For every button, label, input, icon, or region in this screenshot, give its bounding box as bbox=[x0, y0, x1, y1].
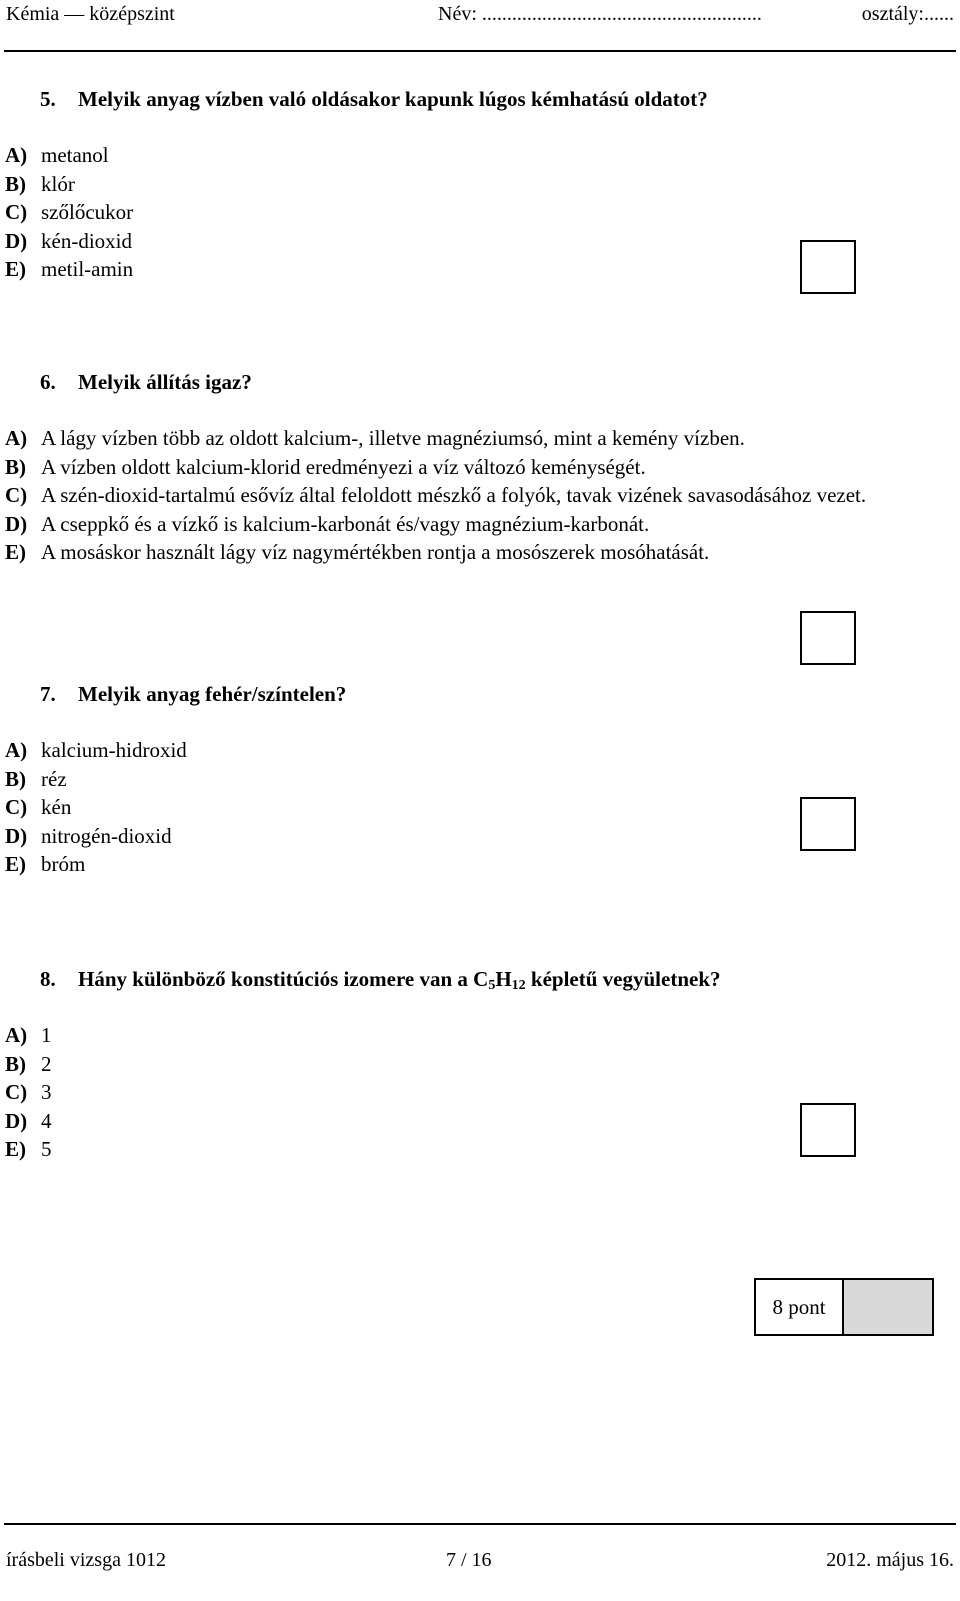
formula-subscript: 5 bbox=[488, 978, 496, 993]
option-letter: B) bbox=[5, 766, 26, 791]
question-number: 5. bbox=[40, 87, 56, 111]
option-letter: C) bbox=[5, 483, 28, 507]
question-5-title bbox=[40, 85, 708, 114]
option-text: 5 bbox=[41, 1137, 52, 1161]
option-e bbox=[5, 850, 938, 879]
option-letter: E) bbox=[5, 540, 26, 564]
option-letter: B) bbox=[5, 454, 26, 479]
question-number: 6. bbox=[40, 370, 56, 394]
question-text: Melyik anyag vízben való oldásakor kapunk lúgos kémhatású oldatot? bbox=[78, 87, 708, 111]
option-e bbox=[5, 1135, 938, 1164]
question-text bbox=[78, 967, 721, 991]
option-letter: C) bbox=[5, 1080, 28, 1104]
name-field: Név: ........................................................ bbox=[438, 3, 762, 25]
option-text: kén bbox=[41, 795, 72, 819]
option-text: 3 bbox=[41, 1080, 52, 1104]
option-c bbox=[5, 793, 938, 822]
option-text: A lágy vízben több az oldott kalcium-, illetve magnéziumsó, mint a kemény vízben. bbox=[41, 426, 745, 450]
question-text-part: képletű vegyületnek? bbox=[525, 967, 721, 991]
option-c bbox=[5, 481, 938, 510]
option-letter: A) bbox=[5, 1023, 28, 1047]
question-7-options bbox=[5, 736, 938, 879]
option-a bbox=[5, 736, 938, 765]
option-a bbox=[5, 141, 938, 170]
option-c bbox=[5, 198, 938, 227]
option-letter: E) bbox=[5, 257, 26, 281]
option-text: kalcium-hidroxid bbox=[41, 738, 187, 762]
option-letter: C) bbox=[5, 200, 28, 224]
option-text: kén-dioxid bbox=[41, 228, 132, 253]
option-c bbox=[5, 1078, 938, 1107]
option-text: metanol bbox=[41, 143, 109, 167]
exam-date: 2012. május 16. bbox=[826, 1549, 954, 1571]
answer-box-7[interactable] bbox=[800, 797, 856, 851]
option-letter: A) bbox=[5, 426, 28, 450]
option-text: A vízben oldott kalcium-klorid eredményezi a víz változó keménységét. bbox=[41, 454, 646, 479]
option-text: metil-amin bbox=[41, 257, 134, 281]
header-rule bbox=[4, 50, 956, 52]
option-text: A szén-dioxid-tartalmú esővíz által feloldott mészkő a folyók, tavak vizének savasodásához vezet. bbox=[41, 483, 867, 507]
footer-rule bbox=[4, 1523, 956, 1525]
option-text: klór bbox=[41, 171, 75, 196]
score-box bbox=[754, 1278, 934, 1336]
option-letter: D) bbox=[5, 511, 28, 536]
question-8-title bbox=[40, 965, 721, 994]
subject-title: Kémia — középszint bbox=[6, 3, 175, 25]
question-text: Melyik anyag fehér/színtelen? bbox=[78, 682, 347, 706]
option-text: A cseppkő és a vízkő is kalcium-karbonát és/vagy magnézium-karbonát. bbox=[41, 511, 650, 536]
option-d bbox=[5, 510, 938, 539]
option-letter: E) bbox=[5, 852, 26, 876]
page-number: 7 / 16 bbox=[446, 1549, 492, 1571]
option-text: A mosáskor használt lágy víz nagymértékben rontja a mosószerek mosóhatását. bbox=[41, 540, 710, 564]
option-e bbox=[5, 255, 938, 284]
option-text: 1 bbox=[41, 1023, 52, 1047]
option-d bbox=[5, 822, 938, 851]
option-letter: B) bbox=[5, 1051, 26, 1076]
option-letter: D) bbox=[5, 823, 28, 848]
answer-box-5[interactable] bbox=[800, 240, 856, 294]
exam-id: írásbeli vizsga 1012 bbox=[6, 1549, 166, 1571]
option-letter: A) bbox=[5, 738, 28, 762]
option-letter: E) bbox=[5, 1137, 26, 1161]
option-d bbox=[5, 1107, 938, 1136]
score-label: 8 pont bbox=[756, 1280, 844, 1334]
option-text: nitrogén-dioxid bbox=[41, 823, 172, 848]
question-5-options bbox=[5, 141, 938, 284]
question-number: 8. bbox=[40, 967, 56, 991]
question-number: 7. bbox=[40, 682, 56, 706]
option-a bbox=[5, 1021, 938, 1050]
option-text: 4 bbox=[41, 1108, 52, 1133]
option-letter: D) bbox=[5, 1108, 28, 1133]
score-entry-cell[interactable] bbox=[844, 1280, 932, 1334]
formula-subscript: 12 bbox=[511, 978, 526, 993]
option-b bbox=[5, 765, 938, 794]
question-text: Melyik állítás igaz? bbox=[78, 370, 252, 394]
answer-box-8[interactable] bbox=[800, 1103, 856, 1157]
option-letter: B) bbox=[5, 171, 26, 196]
question-6-options bbox=[5, 424, 938, 567]
page-footer bbox=[6, 1546, 954, 1576]
option-text: réz bbox=[41, 766, 67, 791]
option-b bbox=[5, 170, 938, 199]
question-6-title bbox=[40, 368, 252, 397]
option-letter: A) bbox=[5, 143, 28, 167]
option-letter: D) bbox=[5, 228, 28, 253]
answer-box-6[interactable] bbox=[800, 611, 856, 665]
question-7-title bbox=[40, 680, 346, 709]
question-text-part: Hány különböző konstitúciós izomere van a C bbox=[78, 967, 489, 991]
option-d bbox=[5, 227, 938, 256]
option-e bbox=[5, 538, 938, 567]
page-header bbox=[6, 0, 954, 30]
option-letter: C) bbox=[5, 795, 28, 819]
class-field: osztály:...... bbox=[861, 3, 954, 25]
question-text-part: H bbox=[495, 967, 512, 991]
option-b bbox=[5, 453, 938, 482]
option-a bbox=[5, 424, 938, 453]
question-8-options bbox=[5, 1021, 938, 1164]
option-text: bróm bbox=[41, 852, 86, 876]
option-b bbox=[5, 1050, 938, 1079]
option-text: szőlőcukor bbox=[41, 200, 134, 224]
option-text: 2 bbox=[41, 1051, 52, 1076]
